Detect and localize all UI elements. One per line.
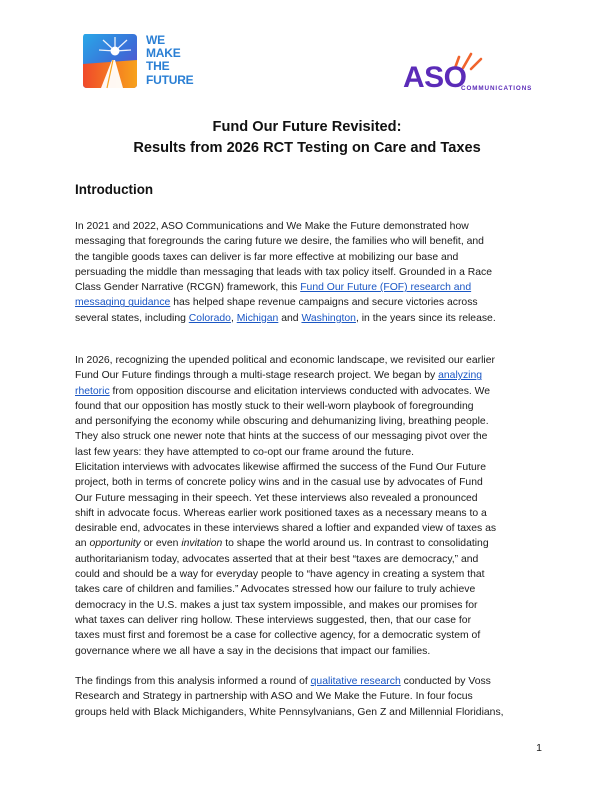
rhetoric-link[interactable]: rhetoric — [75, 385, 110, 397]
text-line: takes care of children and families.” Advocates stressed how our failure to truly achieve — [75, 584, 476, 596]
text-line — [75, 674, 545, 689]
wmf-word-future: FUTURE — [146, 72, 194, 87]
text-line: found that our opposition has mostly stuck to their well-worn playbook of foregrounding — [75, 400, 474, 412]
text-line: taxes must first and foremost be a case for collective agency, for a democratic system of — [75, 630, 481, 642]
text-span: from opposition discourse and elicitation interviews conducted with advocates. We — [109, 385, 491, 397]
text-line — [75, 280, 545, 295]
text-line: In 2021 and 2022, ASO Communications and We Make the Future demonstrated how — [75, 221, 469, 232]
title-line-1: Fund Our Future Revisited: — [212, 119, 402, 135]
text-line: project, both in terms of concrete policy wins and in the casual use by advocates of Fund — [75, 477, 483, 489]
emphasis-opportunity: opportunity — [89, 538, 141, 550]
text-span: several states, including — [75, 312, 189, 324]
text-span: has helped shape revenue campaigns and secure victories across — [170, 297, 478, 309]
text-line — [75, 295, 545, 310]
aso-communications-logo — [403, 54, 547, 98]
text-line: Research and Strategy in partnership with ASO and We Make the Future. In four focus — [75, 691, 473, 703]
section-heading-introduction: Introduction — [75, 182, 154, 197]
text-span: and — [278, 312, 302, 324]
messaging-guidance-link[interactable]: messaging guidance — [75, 297, 171, 309]
text-line: democracy in the U.S. makes a just tax system impossible, and makes our promises for — [75, 599, 478, 611]
wmf-wordmark — [146, 34, 193, 87]
text-span: an — [75, 538, 90, 550]
paragraph-3 — [75, 460, 545, 659]
text-line: messaging that foregrounds the caring future we desire, the families who will benefit, and — [75, 236, 484, 248]
title-line-2: Results from 2026 RCT Testing on Care and Taxes — [133, 140, 481, 156]
text-line: the tangible goods taxes can deliver is far more effective at mobilizing our base and — [75, 251, 459, 263]
wmf-word-the: THE — [146, 59, 170, 74]
analyzing-rhetoric-link[interactable]: analyzing — [438, 370, 483, 382]
text-line: Our Future messaging in their speech. Yet these interviews also revealed a pronounced — [75, 492, 478, 504]
text-span: , — [230, 312, 237, 324]
colorado-link[interactable]: Colorado — [188, 312, 231, 324]
wmf-word-make: MAKE — [146, 46, 181, 61]
text-line — [75, 536, 545, 551]
text-line — [75, 368, 545, 383]
text-span: or even — [140, 538, 182, 550]
we-make-the-future-logo — [79, 30, 199, 94]
paragraph-2 — [75, 353, 545, 460]
text-line — [75, 384, 545, 399]
text-span: Fund Our Future findings through a multi-stage research project. We began by — [75, 370, 439, 382]
text-line: desirable end, advocates in these interviews shared a loftier and expanded view of taxes as — [75, 523, 497, 535]
text-line: last few years: they have attempted to co-opt our frame around the future. — [75, 446, 415, 458]
text-line: In 2026, recognizing the upended political and economic landscape, we revisited our earlier — [75, 355, 495, 366]
aso-subtitle: COMMUNICATIONS — [461, 85, 533, 92]
text-line: Elicitation interviews with advocates likewise affirmed the success of the Fund Our Future — [75, 462, 486, 473]
emphasis-invitation: invitation — [181, 538, 223, 550]
text-line — [75, 311, 545, 326]
michigan-link[interactable]: Michigan — [236, 312, 279, 324]
text-span: conducted by Voss — [400, 676, 491, 687]
document-title — [0, 117, 614, 159]
text-line: and personifying the economy while obscuring and dehumanizing living, breathing people. — [75, 416, 489, 428]
text-line: governance where we all have a say in the decisions that impact our families. — [75, 645, 431, 657]
wmf-word-we: WE — [146, 33, 165, 47]
text-line: shift in advocate focus. Whereas earlier work positioned taxes as a necessary means to a — [75, 507, 487, 519]
text-line: what taxes can deliver ring hollow. These interviews suggested, then, that our case for — [75, 614, 472, 626]
text-line: authoritarianism today, advocates asserted that at their best “taxes are democracy,” and — [75, 553, 479, 565]
text-span: Class Gender Narrative (RCGN) framework, this — [75, 282, 301, 294]
page-number: 1 — [536, 742, 542, 754]
text-line: could and should be a way for everyday people to “have agency in creating a system that — [75, 569, 485, 581]
text-line: groups held with Black Michiganders, White Pennsylvanians, Gen Z and Millennial Floridians, — [75, 706, 504, 718]
text-line: persuading the middle than messaging that leads with tax policy itself. Grounded in a Race — [75, 266, 493, 278]
text-line: They also struck one newer note that hints at the success of our messaging pivot over the — [75, 431, 488, 443]
wmf-mark-icon — [79, 30, 139, 92]
aso-wordmark: ASO — [403, 61, 467, 94]
fof-research-link[interactable]: Fund Our Future (FOF) research and — [300, 282, 472, 294]
text-span: , in the years since its release. — [355, 312, 496, 324]
washington-link[interactable]: Washington — [301, 312, 356, 324]
text-span: to shape the world around us. In contrast to consolidating — [222, 538, 489, 550]
text-span: The findings from this analysis informed a round of — [75, 676, 311, 687]
paragraph-4 — [75, 674, 545, 720]
paragraph-1 — [75, 219, 545, 326]
qualitative-research-link[interactable]: qualitative research — [310, 676, 401, 687]
